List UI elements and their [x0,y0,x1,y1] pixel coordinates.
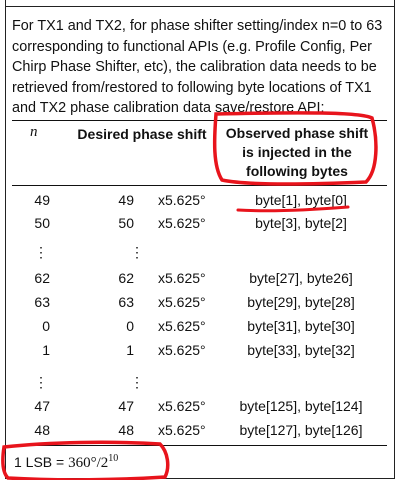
cell-multiplier: x5.625° [158,398,206,414]
cell-desired: 1 [126,342,134,358]
cell-multiplier: x5.625° [158,270,206,286]
lsb-value [68,455,118,471]
lsb-label: 1 LSB = [14,454,69,470]
cell-multiplier: x5.625° [158,318,206,334]
cell-bytes: byte[29], byte[28] [247,294,355,310]
cell-multiplier: x5.625° [158,342,206,358]
cell-multiplier: x5.625° [158,192,206,208]
cell-desired: 0 [126,318,134,334]
header-desired-phase-shift: Desired phase shift [77,126,207,142]
cell-multiplier: x5.625° [158,215,206,231]
vertical-ellipsis: ⋮ [34,374,48,390]
vertical-ellipsis: ⋮ [130,244,144,260]
cell-desired: 62 [118,270,134,286]
header-n: n [30,124,38,140]
cell-n: 0 [42,318,50,334]
cell-desired: 47 [118,398,134,414]
cell-n: 62 [34,270,50,286]
cell-bytes: byte[1], byte[0] [255,192,347,208]
cell-bytes: byte[125], byte[124] [239,398,363,414]
lsb-exponent: 10 [108,453,119,464]
header-observed-line-2: is injected in the [242,144,352,160]
table-bottom-rule [12,445,387,446]
cell-bytes: byte[33], byte[32] [247,342,355,358]
cell-desired: 50 [118,215,134,231]
cell-bytes: byte[127], byte[126] [239,422,363,438]
description-paragraph: For TX1 and TX2, for phase shifter setting/index n=0 to 63 corresponding to functional APIs (e.g. Profile Config, Per Chirp Phase Shifter, etc), the calibration data needs to be retrieved from/restored to following byte locations of TX1 and TX2 phase calibration data save/restore API: [12,18,383,117]
table-top-rule [12,120,387,121]
cell-n: 47 [34,398,50,414]
header-observed-line-3: following bytes [246,163,348,179]
vertical-ellipsis: ⋮ [34,244,48,260]
lsb-footnote [14,453,118,472]
cell-bytes: byte[3], byte[2] [255,215,347,231]
cell-bytes: byte[31], byte[30] [247,318,355,334]
cell-multiplier: x5.625° [158,294,206,310]
cell-n: 48 [34,422,50,438]
cell-n: 63 [34,294,50,310]
header-observed-phase-shift [212,124,382,181]
cell-n: 1 [42,342,50,358]
lsb-base: 360°/2 [68,455,109,471]
cell-n: 49 [34,192,50,208]
table-header-rule [12,185,387,186]
cell-n: 50 [34,215,50,231]
cell-desired: 63 [118,294,134,310]
vertical-ellipsis: ⋮ [130,374,144,390]
header-observed-line-1: Observed phase shift [225,125,369,141]
cell-desired: 49 [118,192,134,208]
cell-bytes: byte[27], byte26] [249,270,353,286]
cell-multiplier: x5.625° [158,422,206,438]
cell-desired: 48 [118,422,134,438]
